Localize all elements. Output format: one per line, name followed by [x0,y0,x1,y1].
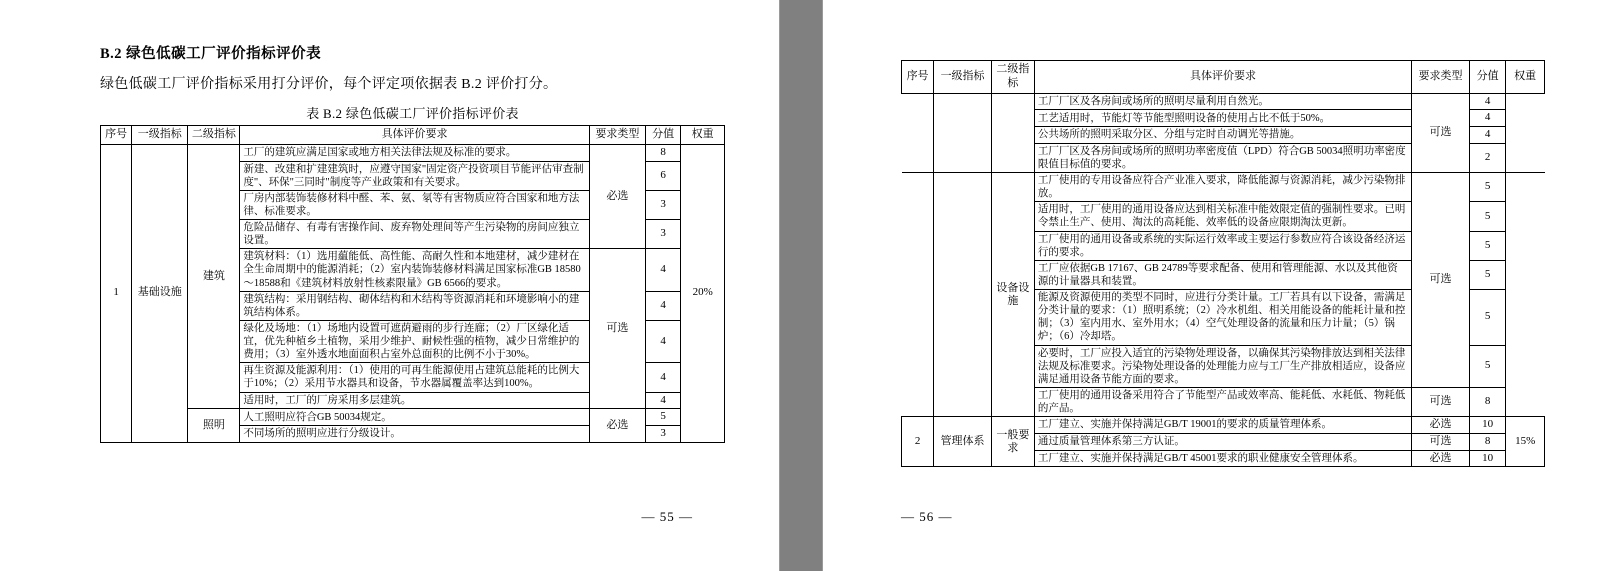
col-header-weight: 权重 [681,126,725,145]
cell-requirement: 不同场所的照明应进行分级设计。 [240,426,589,443]
cell-requirement: 工厂建立、实施并保持满足GB/T 45001要求的职业健康安全管理体系。 [1034,450,1411,467]
cell-requirement: 工厂使用的通用设备采用符合了节能型产品或效率高、能耗低、水耗低、物耗低的产品。 [1034,387,1411,416]
evaluation-table-right [901,60,1545,467]
col-header-requirement: 具体评价要求 [240,126,589,145]
cell-requirement: 建筑结构：采用钢结构、砌体结构和木结构等资源消耗和环境影响小的建筑结构体系。 [240,291,589,320]
page-left [0,0,780,571]
page-right [822,0,1605,571]
cell-requirement: 工厂应依据GB 17167、GB 24789等要求配备、使用和管理能源、水以及其他资源的计量器具和装置。 [1034,260,1411,289]
table-row [902,417,1545,434]
cell-requirement: 适用时，工厂使用的通用设备应达到相关标准中能效限定值的强制性要求。已明令禁止生产、使用、淘汰的高耗能、效率低的设备应限期淘汰更新。 [1034,202,1411,231]
page-number-left: — 55 — [641,509,693,524]
cell-score: 4 [645,291,680,320]
col-header-requirement: 具体评价要求 [1034,61,1411,94]
cell-score: 4 [1469,110,1505,127]
cell-level2-equipment [992,173,1035,417]
cell-requirement: 绿化及场地：（1）场地内设置可遮荫避雨的步行连廊；（2）厂区绿化适宜，优先种植乡土植物，采用少维护、耐候性强的植物，减少日常维护的费用；（3）室外透水地面面积占室外总面积的比例不小于30%。 [240,320,589,362]
cell-score: 4 [645,363,680,392]
col-header-level2: 二级指标 [992,61,1035,94]
cell-spacer-level2 [992,93,1035,173]
section-lead: 绿色低碳工厂评价指标采用打分评价，每个评定项依据表 B.2 评价打分。 [100,77,558,92]
cell-score: 10 [1469,417,1505,434]
cell-spacer-level1 [934,93,992,173]
cell-requirement: 工厂建立、实施并保持满足GB/T 19001的要求的质量管理体系。 [1034,417,1411,434]
table-row [902,93,1545,110]
col-header-level2: 二级指标 [188,126,240,145]
cell-requirement: 新建、改建和扩建建筑时，应遵守国家"固定资产投资项目节能评估审查制度"、环保"三同时"制度等产业政策和有关要求。 [240,161,589,190]
table-header-row [101,126,725,145]
cell-group-level1: 管理体系 [934,417,992,467]
page-gutter [780,0,822,571]
cell-spacer-weight [1506,93,1545,173]
cell-score: 5 [1469,231,1505,260]
cell-requirement: 工厂使用的专用设备应符合产业准入要求，降低能源与资源消耗，减少污染物排放。 [1034,173,1411,202]
cell-level2-general [992,417,1035,467]
cell-score: 3 [645,426,680,443]
cell-spacer-weight [1506,173,1545,417]
cell-type-required: 必选 [1412,450,1470,467]
col-header-type: 要求类型 [1412,61,1470,94]
cell-requirement: 公共场所的照明采取分区、分组与定时自动调光等措施。 [1034,127,1411,144]
cell-level2-equipment-label: 设备设施 [996,281,1030,307]
cell-requirement: 危险品储存、有毒有害操作间、废弃物处理间等产生污染物的房间应独立设置。 [240,220,589,249]
cell-score: 4 [1469,127,1505,144]
cell-spacer-no [902,173,934,417]
cell-type-optional: 可选 [1412,173,1470,388]
cell-score: 5 [1469,290,1505,346]
cell-group-level1: 基础设施 [132,144,188,442]
col-header-level1: 一级指标 [934,61,992,94]
cell-requirement: 建筑材料：（1）选用藴能低、高性能、高耐久性和本地建材，减少建材在全生命周期中的能源消耗；（2）室内装饰装修材料满足国家标准GB 18580～18588和《建筑材料放射性核素限量》GB 6566的要求。 [240,249,589,291]
col-header-level1: 一级指标 [132,126,188,145]
cell-level2-general-label: 一般要求 [996,429,1030,454]
cell-group-weight: 15% [1506,417,1545,467]
page-number-right: — 56 — [901,509,953,524]
cell-requirement: 工厂厂区及各房间或场所的照明功率密度值（LPD）符合GB 50034照明功率密度限值目标值的要求。 [1034,143,1411,172]
table-row [101,144,725,161]
cell-group-no: 2 [902,417,934,467]
col-header-weight: 权重 [1506,61,1545,94]
cell-group-weight: 20% [681,144,725,442]
cell-type-required: 必选 [589,409,645,443]
cell-score: 2 [1469,143,1505,172]
cell-requirement: 厂房内部装饰装修材料中醛、苯、氨、氡等有害物质应符合国家和地方法律、标准要求。 [240,190,589,219]
cell-score: 3 [645,190,680,219]
cell-spacer-level1 [934,173,992,417]
cell-type-optional: 可选 [1412,387,1470,416]
cell-score: 8 [1469,433,1505,450]
table-caption: 表 B.2 绿色低碳工厂评价指标评价表 [306,106,519,121]
table-header-row [902,61,1545,94]
evaluation-table-left [100,125,725,443]
cell-spacer-no [902,93,934,173]
cell-score: 10 [1469,450,1505,467]
cell-requirement: 通过质量管理体系第三方认证。 [1034,433,1411,450]
cell-type-optional: 可选 [589,249,645,409]
cell-requirement: 工厂使用的通用设备或系统的实际运行效率或主要运行参数应符合该设备经济运行的要求。 [1034,231,1411,260]
col-header-no: 序号 [902,61,934,94]
cell-score: 5 [645,409,680,426]
cell-score: 4 [645,249,680,291]
col-header-no: 序号 [101,126,132,145]
cell-requirement: 人工照明应符合GB 50034规定。 [240,409,589,426]
cell-requirement: 工厂厂区及各房间或场所的照明尽量利用自然光。 [1034,93,1411,110]
cell-score: 5 [1469,202,1505,231]
col-header-score: 分值 [1469,61,1505,94]
cell-type-required: 必选 [1412,417,1470,434]
cell-requirement: 能源及资源使用的类型不同时，应进行分类计量。工厂若具有以下设备，需满足分类计量的要求：（1）照明系统；（2）冷水机组、相关用能设备的能耗计量和控制；（3）室内用水、室外用水；（4）空气处理设备的流量和压力计量；（5）锅炉；（6）冷却塔。 [1034,290,1411,346]
cell-score: 8 [645,144,680,161]
col-header-type: 要求类型 [589,126,645,145]
cell-score: 5 [1469,260,1505,289]
cell-type-optional: 可选 [1412,433,1470,450]
table-row [101,409,725,426]
cell-requirement: 工厂的建筑应满足国家或地方相关法律法规及标准的要求。 [240,144,589,161]
cell-score: 4 [645,392,680,409]
cell-level2-lighting: 照明 [188,409,240,443]
cell-type-required: 必选 [589,144,645,249]
cell-requirement: 必要时，工厂应投入适宜的污染物处理设备，以确保其污染物排放达到相关法律法规及标准要求。污染物处理设备的处理能力应与工厂生产排放相适应，设备应满足通用设备节能方面的要求。 [1034,345,1411,387]
cell-requirement: 适用时，工厂的厂房采用多层建筑。 [240,392,589,409]
col-header-score: 分值 [645,126,680,145]
cell-requirement: 再生资源及能源利用：（1）使用的可再生能源使用占建筑总能耗的比例大于10%；（2）采用节水器具和设备，节水器属覆盖率达到100%。 [240,363,589,392]
cell-score: 4 [645,320,680,362]
cell-level2-building: 建筑 [188,144,240,409]
cell-score: 5 [1469,173,1505,202]
table-row [902,173,1545,202]
cell-score: 8 [1469,387,1505,416]
cell-type-optional: 可选 [1412,93,1470,173]
cell-group-no: 1 [101,144,132,442]
cell-score: 4 [1469,93,1505,110]
cell-requirement: 工艺适用时，节能灯等节能型照明设备的使用占比不低于50%。 [1034,110,1411,127]
cell-score: 5 [1469,345,1505,387]
cell-score: 3 [645,220,680,249]
section-title: B.2 绿色低碳工厂评价指标评价表 [100,46,322,62]
cell-score: 6 [645,161,680,190]
